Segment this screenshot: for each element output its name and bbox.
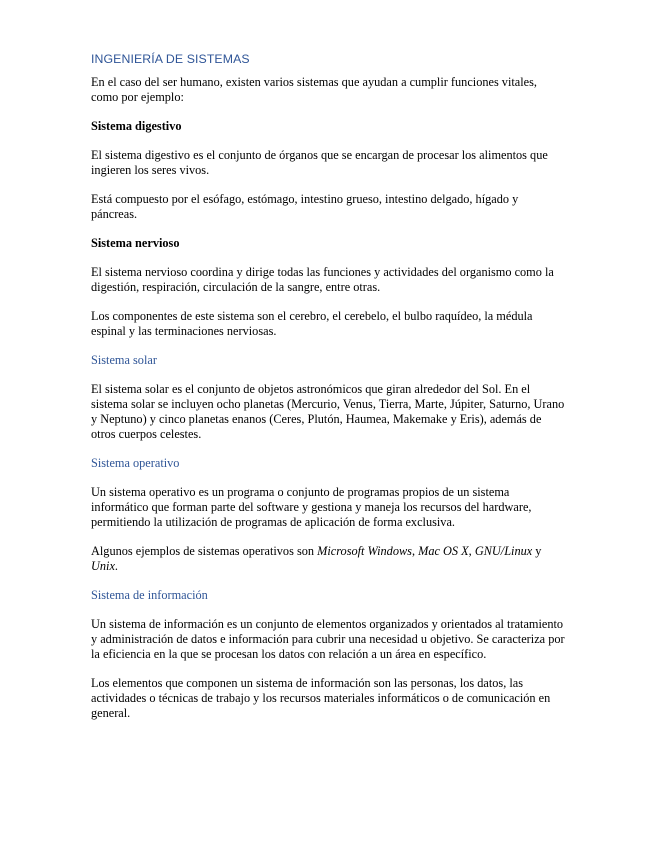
- nervioso-paragraph-1: El sistema nervioso coordina y dirige todas las funciones y actividades del organismo como la digestión, respiración, circulación de la sangre, entre otras.: [91, 265, 554, 294]
- heading-sistema-solar: Sistema solar: [91, 353, 157, 367]
- heading-sistema-nervioso: Sistema nervioso: [91, 236, 180, 250]
- os-microsoft-windows: Microsoft Windows: [317, 544, 412, 558]
- document-body: [91, 52, 567, 735]
- digestivo-paragraph-1: El sistema digestivo es el conjunto de órganos que se encargan de procesar los alimentos que ingieren los seres vivos.: [91, 148, 548, 177]
- document-title: INGENIERÍA DE SISTEMAS: [91, 52, 250, 66]
- os-mac-os-x: Mac OS X: [418, 544, 469, 558]
- os-unix: Unix: [91, 559, 115, 573]
- os-separator-3: y: [532, 544, 542, 558]
- os-separator-2: ,: [468, 544, 475, 558]
- heading-sistema-de-informacion: Sistema de información: [91, 588, 208, 602]
- operativo-paragraph-2: [91, 544, 567, 574]
- heading-sistema-digestivo: Sistema digestivo: [91, 119, 182, 133]
- operativo-paragraph-1: Un sistema operativo es un programa o conjunto de programas propios de un sistema informático que forman parte del software y gestiona y maneja los recursos del hardware, permitiendo la utilización de programas de aplicación de forma exclusiva.: [91, 485, 532, 529]
- nervioso-paragraph-2: Los componentes de este sistema son el cerebro, el cerebelo, el bulbo raquídeo, la médula espinal y las terminaciones nerviosas.: [91, 309, 533, 338]
- operativo-p2-prefix: Algunos ejemplos de sistemas operativos son: [91, 544, 318, 558]
- intro-paragraph: En el caso del ser humano, existen varios sistemas que ayudan a cumplir funciones vitales, como por ejemplo:: [91, 75, 537, 104]
- digestivo-paragraph-2: Está compuesto por el esófago, estómago, intestino grueso, intestino delgado, hígado y páncreas.: [91, 192, 519, 221]
- informacion-paragraph-1: Un sistema de información es un conjunto de elementos organizados y orientados al tratamiento y administración de datos e información para cubrir una necesidad u objetivo. Se caracteriza por la eficiencia en la que se procesan los datos con relación a un área en específico.: [91, 617, 565, 661]
- solar-paragraph-1: El sistema solar es el conjunto de objetos astronómicos que giran alrededor del Sol. En el sistema solar se incluyen ocho planetas (Mercurio, Venus, Tierra, Marte, Júpiter, Saturno, Urano y Neptuno) y cinco planetas enanos (Ceres, Plutón, Haumea, Makemake y Eris), además de otros cuerpos celestes.: [91, 382, 565, 441]
- operativo-p2-suffix: .: [114, 559, 118, 573]
- informacion-paragraph-2: Los elementos que componen un sistema de información son las personas, los datos, las actividades o técnicas de trabajo y los recursos materiales informáticos o de comunicación en general.: [91, 676, 551, 720]
- heading-sistema-operativo: Sistema operativo: [91, 456, 180, 470]
- os-gnu-linux: GNU/Linux: [474, 544, 533, 558]
- os-separator-1: ,: [411, 544, 419, 558]
